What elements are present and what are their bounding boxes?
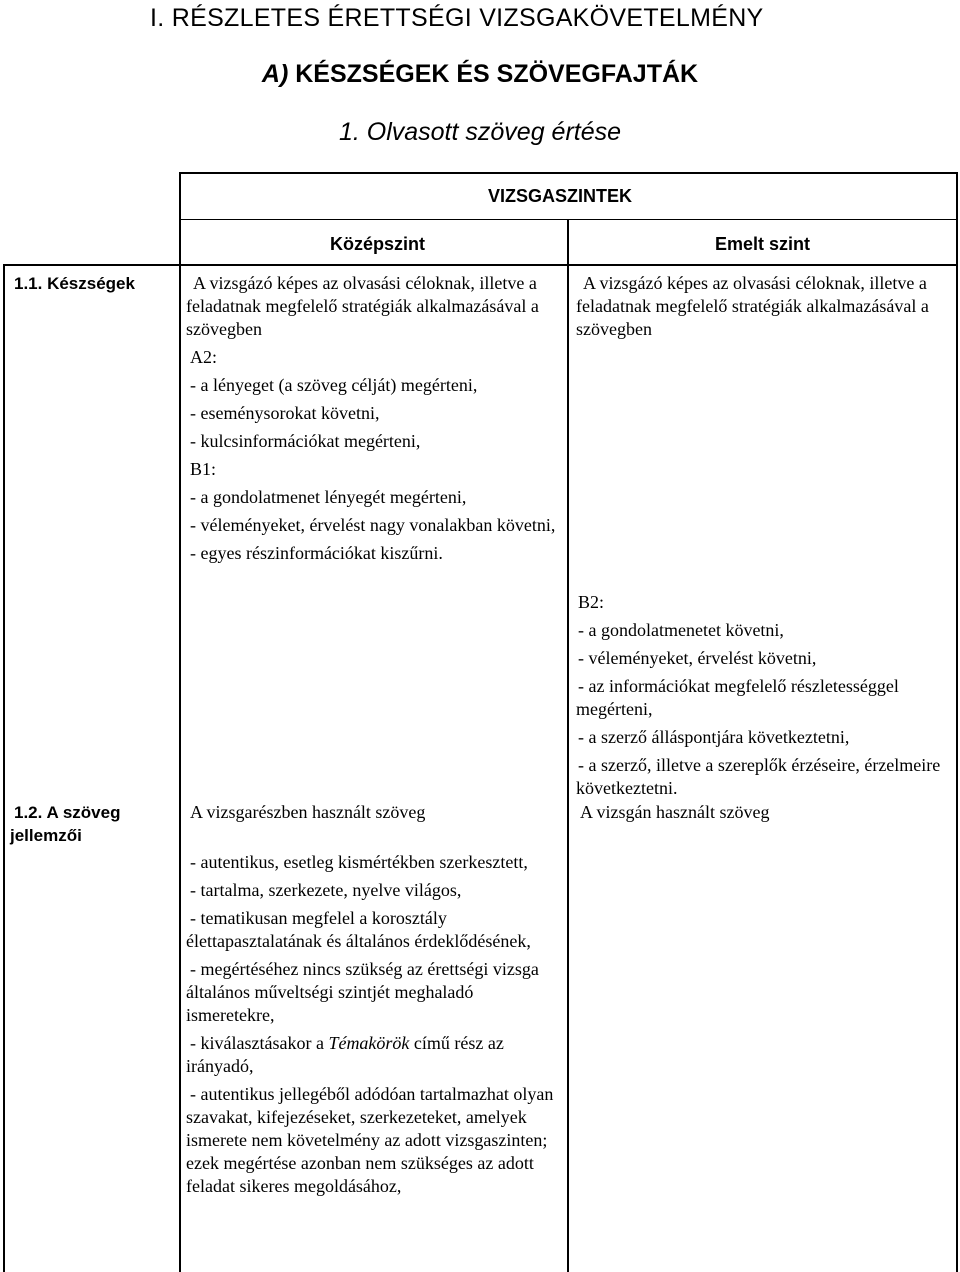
b1-item: - véleményeket, érvelést nagy vonalakban követni, [190, 515, 556, 535]
szoveg-item: - tartalma, szerkezete, nyelve világos, [190, 880, 462, 900]
kozepszint-szoveg-cell [186, 801, 564, 1198]
item-text: című rész az irányadó, [186, 1033, 504, 1076]
a2-item: - eseménysorokat követni, [190, 403, 380, 423]
row-label-szoveg-jellemzoi [10, 801, 120, 847]
emelt-szint-keszsegek-cell [576, 272, 948, 341]
level-label-a2: A2: [190, 347, 217, 367]
row-label-line: jellemzői [10, 826, 82, 845]
kozepszint-keszsegek-cell [186, 272, 561, 565]
b2-item: - a szerző, illetve a szereplők érzéseire, érzelmeire következtetni. [576, 755, 941, 798]
column-header-kozepszint: Középszint [330, 234, 426, 254]
szoveg-item: - megértéséhez nincs szükség az érettségi vizsga általános műveltségi szintjét meghaladó ismeretekre, [186, 959, 539, 1025]
header-row-bottom-border [4, 264, 958, 266]
subtitle-prefix: A) [261, 60, 289, 88]
document-title: I. RÉSZLETES ÉRETTSÉGI VIZSGAKÖVETELMÉNY [150, 4, 764, 32]
szoveg-item: - autentikus jellegéből adódóan tartalmazhat olyan szavakat, kifejezéseket, szerkezeteket, amelyek ismerete nem követelmény az adott vizsgaszinten; ezek megértése azonban nem szükséges az adott feladat sikeres megoldásához, [186, 1084, 554, 1196]
table-right-border [956, 172, 958, 1272]
a2-item: - a lényeget (a szöveg célját) megérteni, [190, 375, 478, 395]
column-header-emelt-szint: Emelt szint [715, 234, 811, 254]
szoveg-item [186, 1032, 564, 1078]
row-label-keszsegek: 1.1. Készségek [14, 274, 135, 293]
b1-item: - egyes részinformációkat kiszűrni. [190, 543, 443, 563]
item-text: - kiválasztásakor a [190, 1033, 329, 1053]
emelt-szint-b2-block [576, 591, 952, 800]
item-italic-reference: Témakörök [328, 1033, 410, 1053]
emelt-szint-szoveg-cell [580, 801, 948, 824]
emelt-intro: A vizsgázó képes az olvasási céloknak, illetve a feladatnak megfelelő stratégiák alkalmazásával a szövegben [576, 273, 929, 339]
a2-item: - kulcsinformációkat megérteni, [190, 431, 421, 451]
level-label-b2: B2: [578, 592, 605, 612]
b2-item: - a szerző álláspontjára következtetni, [578, 727, 850, 747]
b2-item: - a gondolatmenetet követni, [578, 620, 784, 640]
kozepszint-szoveg-intro: A vizsgarészben használt szöveg [190, 802, 426, 822]
outer-left-border [3, 264, 5, 1272]
section-title: 1. Olvasott szöveg értése [338, 118, 622, 146]
document-subtitle [0, 60, 960, 89]
subtitle-text: KÉSZSÉGEK ÉS SZÖVEGFAJTÁK [288, 60, 699, 88]
emelt-szoveg-intro: A vizsgán használt szöveg [580, 802, 770, 822]
group-header-vizsgaszintek: VIZSGASZINTEK [488, 186, 633, 206]
b1-item: - a gondolatmenet lényegét megérteni, [190, 487, 467, 507]
row-label-line: 1.2. A szöveg [14, 803, 121, 822]
b2-item: - véleményeket, érvelést követni, [578, 648, 817, 668]
column-divider-label-mid [179, 264, 181, 1272]
szoveg-item: - tematikusan megfelel a korosztály élettapasztalatának és általános érdeklődésének, [186, 908, 531, 951]
table-top-border [179, 172, 958, 174]
level-label-b1: B1: [190, 459, 217, 479]
kozepszint-intro: A vizsgázó képes az olvasási céloknak, illetve a feladatnak megfelelő stratégiák alkalmazásával a szövegben [186, 273, 539, 339]
b2-item: - az információkat megfelelő részletességgel megérteni, [576, 676, 899, 719]
column-divider-mid-high [567, 219, 569, 1272]
szoveg-item: - autentikus, esetleg kismértékben szerkesztett, [190, 852, 528, 872]
